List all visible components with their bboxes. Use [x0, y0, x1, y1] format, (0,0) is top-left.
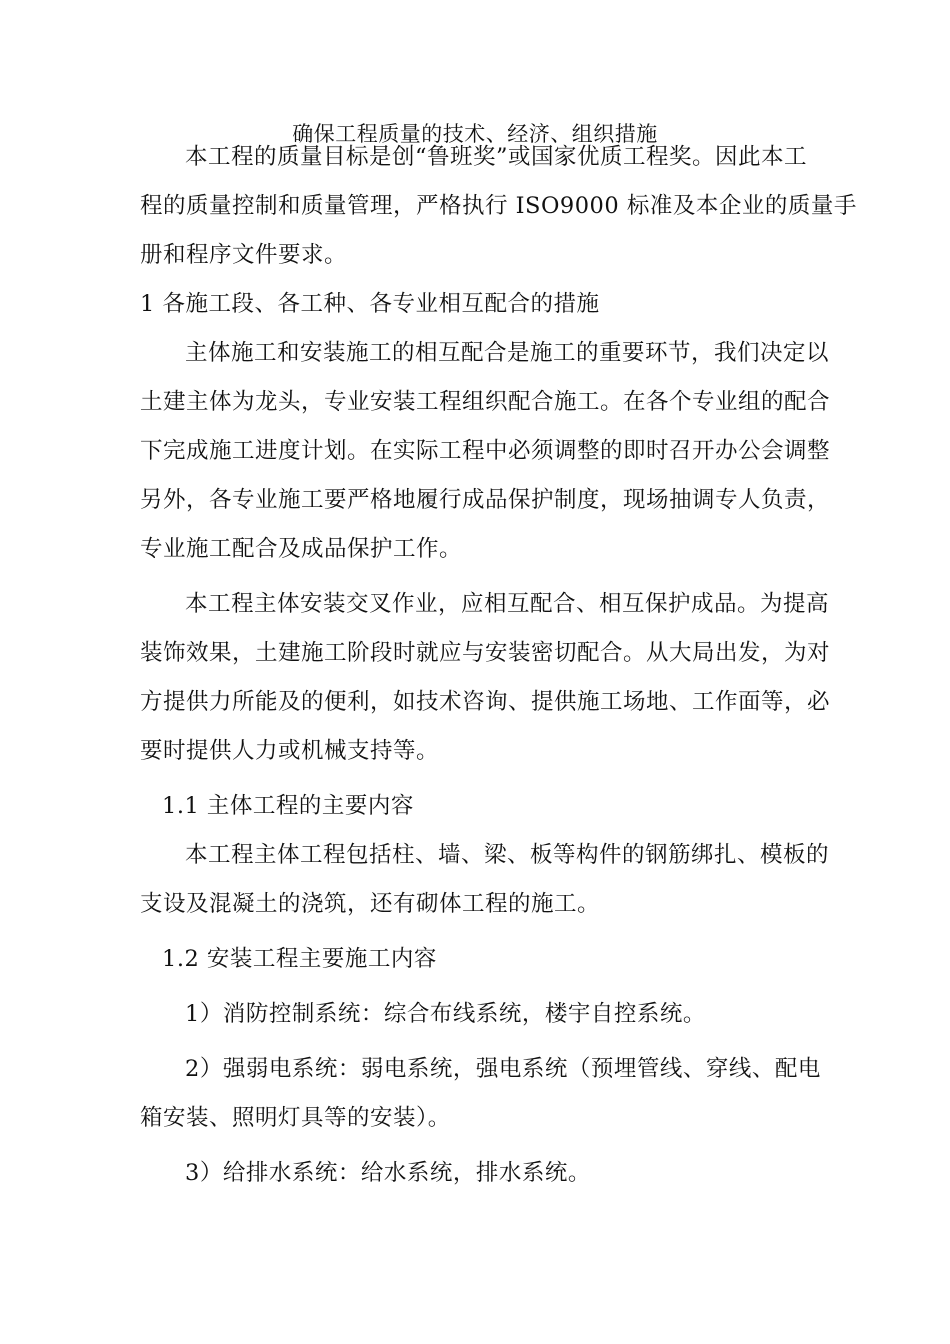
- paragraph-line: 2）强弱电系统：弱电系统，强电系统（预埋管线、穿线、配电: [185, 1056, 821, 1082]
- document-title: 确保工程质量的技术、经济、组织措施: [292, 122, 658, 146]
- paragraph-line: 另外，各专业施工要严格地履行成品保护制度，现场抽调专人负责，: [140, 487, 831, 513]
- paragraph-line: 下完成施工进度计划。在实际工程中必须调整的即时召开办公会调整: [140, 438, 831, 464]
- paragraph-line: 土建主体为龙头，专业安装工程组织配合施工。在各个专业组的配合: [140, 389, 831, 415]
- paragraph-line: 支设及混凝土的浇筑，还有砌体工程的施工。: [140, 891, 601, 917]
- paragraph-line: 本工程主体安装交叉作业，应相互配合、相互保护成品。为提高: [185, 591, 830, 617]
- paragraph-line: 专业施工配合及成品保护工作。: [140, 536, 463, 562]
- paragraph-line: 本工程的质量目标是创“鲁班奖”或国家优质工程奖。因此本工: [185, 144, 808, 170]
- paragraph-line: 程的质量控制和质量管理，严格执行 ISO9000 标准及本企业的质量手: [140, 193, 857, 219]
- paragraph-line: 要时提供人力或机械支持等。: [140, 738, 440, 764]
- paragraph-line: 1.1 主体工程的主要内容: [162, 793, 414, 819]
- paragraph-line: 装饰效果，土建施工阶段时就应与安装密切配合。从大局出发，为对: [140, 640, 831, 666]
- paragraph-line: 主体施工和安装施工的相互配合是施工的重要环节，我们决定以: [185, 340, 830, 366]
- paragraph-line: 3）给排水系统：给水系统，排水系统。: [185, 1160, 591, 1186]
- paragraph-line: 1.2 安装工程主要施工内容: [162, 946, 437, 972]
- paragraph-line: 箱安装、照明灯具等的安装）。: [140, 1105, 451, 1131]
- paragraph-line: 册和程序文件要求。: [140, 242, 348, 268]
- paragraph-line: 1）消防控制系统：综合布线系统，楼宇自控系统。: [185, 1001, 706, 1027]
- paragraph-line: 1 各施工段、各工种、各专业相互配合的措施: [140, 291, 600, 317]
- paragraph-line: 方提供力所能及的便利，如技术咨询、提供施工场地、工作面等，必: [140, 689, 831, 715]
- paragraph-line: 本工程主体工程包括柱、墙、梁、板等构件的钢筋绑扎、模板的: [185, 842, 830, 868]
